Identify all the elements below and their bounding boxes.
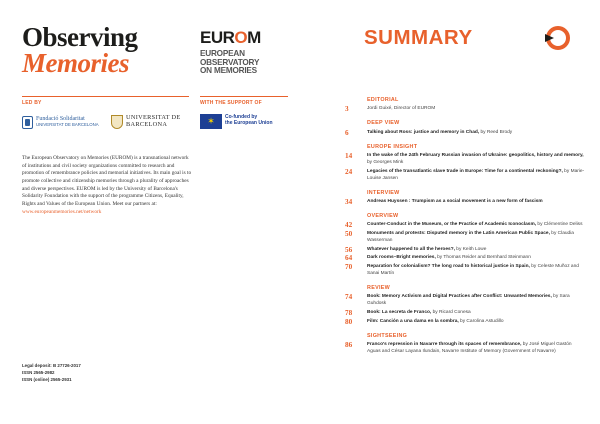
toc-section-title: SIGHTSEEING	[367, 332, 408, 339]
toc-entry-title: Counter-Conduct in the Museum, or the Practice of Academic Iconoclasm,	[367, 222, 537, 228]
toc-entry-author: by Carolina Astudillo	[458, 318, 504, 324]
right-page	[300, 0, 600, 424]
toc-entry[interactable]	[345, 152, 585, 166]
eurom-wordmark: EUROM	[200, 28, 261, 47]
toc-entry-title: Film: Canción a una dama en la sombra,	[367, 318, 459, 324]
toc-section-title: EUROPE INSIGHT	[367, 143, 418, 150]
observing-memories-logo	[22, 24, 172, 77]
support-rule	[200, 96, 288, 97]
toc-entry-author: by Keith Lowe	[454, 246, 487, 252]
toc-entry[interactable]	[345, 246, 585, 253]
led-by-label: LED BY	[22, 100, 42, 106]
toc-section-title: INTERVIEW	[367, 189, 400, 196]
toc-entry[interactable]	[345, 341, 585, 355]
toc-entry[interactable]	[345, 230, 585, 244]
support-label: WITH THE SUPPORT OF	[200, 100, 262, 106]
toc-entry-author: by Marie-Louise Jansen	[367, 168, 585, 181]
toc-entry[interactable]	[345, 254, 585, 261]
toc-entry-title: Monuments and protests: Disputed memory in the Latin American Public Space,	[367, 231, 550, 236]
toc-section-title: EDITORIAL	[367, 97, 399, 103]
partners-link[interactable]: www.europeanmemories.net/network	[22, 208, 102, 215]
toc-page-number: 86	[345, 340, 353, 349]
table-of-contents	[345, 97, 585, 355]
toc-section	[345, 120, 585, 135]
toc-entry-title: Talking about Ross: justice and memory in Chad,	[367, 129, 480, 135]
toc-entry-title: Andreas Huyssen : Trumpism as a social movement is a new form of fascism	[367, 199, 543, 205]
toc-page-number: 50	[345, 230, 353, 238]
toc-entry[interactable]	[345, 309, 585, 316]
eurom-logo	[200, 28, 290, 76]
legal-info	[22, 363, 142, 383]
toc-page-number: 70	[345, 262, 353, 271]
toc-section-title: REVIEW	[367, 285, 391, 292]
issn-print: ISSN 2565-2982	[22, 369, 55, 375]
toc-page-number: 3	[345, 105, 349, 114]
toc-entry[interactable]	[345, 168, 585, 182]
toc-section	[345, 333, 585, 355]
university-barcelona-logo	[111, 111, 191, 133]
toc-entry-author: by Sara Guhdosk	[367, 294, 570, 307]
fundacio-solidaritat-logo	[22, 111, 102, 133]
toc-page-number: 78	[345, 309, 353, 317]
summary-heading: SUMMARY	[364, 26, 473, 49]
ub-line1: UNIVERSITAT DE	[126, 114, 181, 122]
toc-entry-author: by Celeste Muñoz and Sanai Martín	[367, 263, 579, 276]
logo-title-line1: Observing	[22, 22, 138, 52]
issn-online: ISSN (online) 2565-2931	[22, 376, 72, 382]
toc-entry-author: Jordi Guixé, Director of EUROM	[367, 106, 436, 112]
toc-section-title: DEEP VIEW	[367, 120, 400, 127]
toc-entry[interactable]	[345, 198, 585, 205]
fundacio-name: Fundació Solidaritat	[36, 116, 85, 123]
toc-page-number: 64	[345, 254, 353, 263]
toc-entry-title: Legacies of the transatlantic slave trade in Europe: Time for a continental reckoning?,	[367, 168, 563, 174]
toc-page-number: 34	[345, 198, 353, 207]
toc-entry-title: Reparation for colonialism? The long road to historical justice in Spain,	[367, 263, 530, 269]
toc-page-number: 24	[345, 167, 353, 176]
toc-entry-author: by José Miguel Gastón Aguas and César Layana Ilundain, Navarre Institute of Memory (Government of Navarre)	[367, 341, 572, 355]
led-by-rule	[22, 96, 189, 97]
toc-page-number: 14	[345, 151, 353, 160]
eu-line1: Co-funded by	[225, 114, 258, 121]
toc-section	[345, 144, 585, 182]
toc-entry[interactable]	[345, 221, 585, 228]
toc-section	[345, 285, 585, 325]
intro-paragraph	[22, 155, 192, 216]
toc-section	[345, 213, 585, 277]
fundacio-icon	[22, 116, 33, 129]
toc-section	[345, 97, 585, 112]
toc-entry-author: by Ricard Conesa	[431, 310, 471, 315]
toc-entry-author: by Georges Mink	[367, 160, 404, 166]
eu-cofunded-logo	[200, 112, 290, 130]
toc-entry-title: Whatever happened to all the heroes?,	[367, 246, 455, 252]
toc-entry[interactable]	[345, 105, 585, 112]
toc-entry[interactable]	[345, 293, 585, 307]
toc-section	[345, 190, 585, 205]
logo-title-line2: Memories	[22, 48, 129, 78]
eurom-subtitle: EUROPEAN OBSERVATORY ON MEMORIES	[200, 49, 260, 76]
legal-deposit: Legal deposit: B 27726-2017	[22, 363, 81, 368]
intro-text: The European Observatory on Memories (EUROM) is a transnational network of institutions and civil society organizations committed to research and promotion of remembrance policies and memorial initiatives. Its main goal is to promote collective and citizenship memories through a plurality of approaches and diverse perspectives. EUROM is led by the University of Barcelona's Solidarity Foundation with the support of the programme Citizens, Equality, Rights and Values of the European Union. Meet our partners at:	[22, 155, 192, 208]
toc-entry[interactable]	[345, 129, 585, 136]
toc-entry-title: Franco's repression in Navarre through its spaces of remembrance,	[367, 341, 522, 347]
toc-entry-title: Book: Memory Activism and Digital Practices after Conflict: Unwanted Memories,	[367, 294, 552, 300]
eurom-mark-icon	[543, 25, 571, 51]
toc-entry[interactable]	[345, 263, 585, 277]
ub-crest-icon	[111, 115, 123, 129]
toc-page-number: 56	[345, 245, 353, 254]
toc-entry-title: Dark rooms–Bright memories,	[367, 255, 436, 261]
toc-page-number: 6	[345, 128, 349, 137]
toc-entry-title: In the wake of the 24th February Russian invasion of Ukraine: geopolitics, history and memory,	[367, 152, 584, 158]
toc-page-number: 80	[345, 317, 353, 326]
toc-entry-author: by Reed Brody	[479, 129, 513, 135]
eu-flag-icon	[200, 114, 222, 129]
toc-entry-author: by Claudia Wasserman	[367, 231, 574, 244]
toc-section-title: OVERVIEW	[367, 213, 399, 220]
eu-line2: the European Union	[225, 120, 273, 126]
toc-page-number: 42	[345, 221, 353, 230]
toc-entry-author: by Clémentine Deliss	[536, 222, 583, 228]
toc-page-number: 74	[345, 293, 353, 302]
fundacio-university: UNIVERSITAT DE BARCELONA	[36, 121, 99, 127]
toc-entry-title: Book: La secreta de Franco,	[367, 310, 432, 315]
toc-entry-author: by Thomas Reider and Bernhard Steinmann	[435, 255, 531, 261]
ub-line2: BARCELONA	[126, 121, 168, 128]
toc-entry[interactable]	[345, 318, 585, 325]
